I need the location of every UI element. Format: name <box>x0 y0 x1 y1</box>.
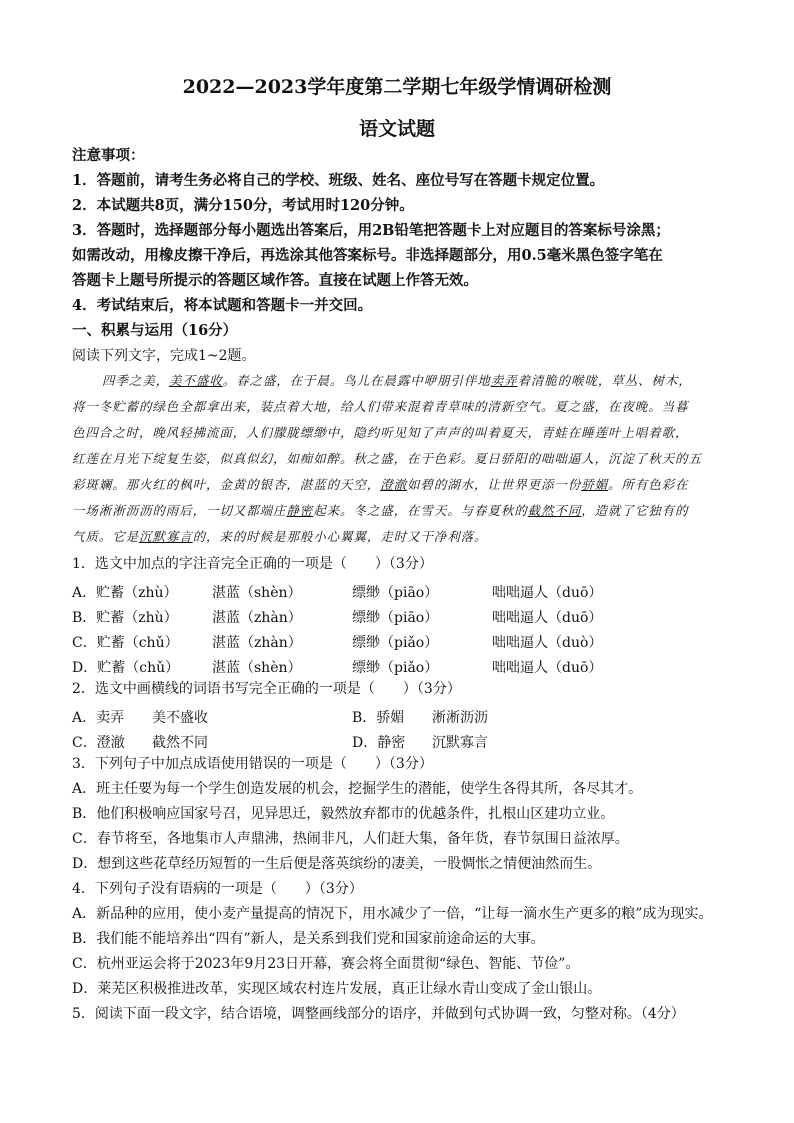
question-stem: 1．选文中加点的字注音完全正确的一项是（ ）（3分） <box>72 556 433 572</box>
passage-text: 起来。冬之盛，在雪天。与春夏秋的 <box>313 503 528 518</box>
passage-line: 将一冬贮蓄的绿色全都拿出来，装点着大地，给人们带来混着青草味的清新空气。夏之盛，在夜晚。当暮 <box>72 399 689 414</box>
passage-text: 。春之盛，在于晨。鸟儿在晨露中咿朋引伴地 <box>222 373 491 388</box>
passage-text: 四季之美， <box>102 373 170 388</box>
q1-option-a: 湛蓝（shèn） <box>212 585 302 601</box>
underlined-word: 卖弄 <box>490 373 518 388</box>
passage-text: 。所有色彩在 <box>608 477 689 492</box>
passage-text: 气质。它是 <box>72 529 140 544</box>
underlined-word: 骄媚 <box>581 477 609 492</box>
section-intro: 阅读下列文字，完成1~2题。 <box>72 348 256 364</box>
q1-option-c: 湛蓝（zhàn） <box>212 635 302 651</box>
question-stem: 5．阅读下面一段文字，结合语境，调整画线部分的语序，并做到句式协调一致，匀整对称。（4分） <box>72 1006 685 1022</box>
q1-option-a: A．贮蓄（zhù） <box>72 585 178 601</box>
passage-text: 彩斑斓。那火红的枫叶，金黄的银杏，湛蓝的天空， <box>72 477 381 492</box>
question-stem: 3．下列句子中加点成语使用错误的一项是（ ）（3分） <box>72 756 433 772</box>
question-stem: 2．选文中画横线的词语书写完全正确的一项是（ ）（3分） <box>72 681 461 697</box>
q1-option-b: 咄咄逼人（duō） <box>492 610 603 626</box>
underlined-word: 截然不同 <box>527 503 582 518</box>
passage-text: 的，来的时候是那般小心翼翼，走时又干净利落。 <box>192 529 488 544</box>
q2-option-a: 美不盛收 <box>152 710 208 726</box>
q4-option: B．我们能不能培养出“四有”新人，是关系到我们党和国家前途命运的大事。 <box>72 931 545 947</box>
notice-item: 如需改动，用橡皮擦干净后，再选涂其他答案标号。非选择题部分，用0.5毫米黑色签字笔在 <box>72 247 663 264</box>
q1-option-d: 湛蓝（shèn） <box>212 660 302 676</box>
q3-option: A．班主任要为每一个学生创造发展的机会，挖掘学生的潜能，使学生各得其所，各尽其才。 <box>72 781 643 797</box>
q2-option-c: C．澄澈 <box>72 735 125 751</box>
q1-option-c: 咄咄逼人（duò） <box>492 635 603 651</box>
section-heading: 一、积累与运用（16分） <box>72 322 238 339</box>
notice-item: 3．答题时，选择题部分每小题选出答案后，用2B铅笔把答题卡上对应题目的答案标号涂黑； <box>72 222 670 239</box>
notice-item: 2．本试题共8页，满分150分，考试用时120分钟。 <box>72 197 414 214</box>
q4-option: A．新品种的应用，使小麦产量提高的情况下，用水减少了一倍，“让每一滴水生产更多的粮”成为现实。 <box>72 906 713 922</box>
underlined-word: 美不盛收 <box>169 373 223 388</box>
q4-option: C．杭州亚运会将于2023年9月23日开幕，赛会将全面贯彻“绿色、智能、节俭”。 <box>72 956 580 972</box>
page-title: 2022—2023学年度第二学期七年级学情调研检测 <box>182 76 612 98</box>
underlined-word: 澄澈 <box>380 477 408 492</box>
q2-option-d: D．静密 <box>352 735 406 751</box>
underlined-word: 静密 <box>286 503 314 518</box>
q3-option: C．春节将至，各地集市人声鼎沸，热闹非凡，人们赶大集，备年货，春节氛围日益浓厚。 <box>72 831 629 847</box>
q3-option: B．他们积极响应国家号召，见异思迁，毅然放弃都市的优越条件，扎根山区建功立业。 <box>72 806 615 822</box>
notice-item: 答题卡上题号所提示的答题区域作答。直接在试题上作答无效。 <box>72 272 478 289</box>
q1-option-d: 咄咄逼人（duō） <box>492 660 603 676</box>
passage-line <box>102 375 692 388</box>
q1-option-c: C．贮蓄（chǔ） <box>72 635 179 651</box>
underlined-word: 沉默寡言 <box>139 529 193 544</box>
q1-option-c: 缥缈（piǎo） <box>352 635 439 651</box>
q1-option-a: 缥缈（piāo） <box>352 585 439 601</box>
q2-option-a: A．卖弄 <box>72 710 125 726</box>
q4-option: D．莱芜区积极推进改革，实现区域农村连片发展，真正让绿水青山变成了金山银山。 <box>72 981 602 997</box>
question-stem: 4．下列句子没有语病的一项是（ ）（3分） <box>72 881 363 897</box>
passage-text: 一场淅淅沥沥的雨后，一切又都端庄 <box>72 503 287 518</box>
q2-option-b: 淅淅沥沥 <box>432 710 488 726</box>
q1-option-b: 缥缈（piāo） <box>352 610 439 626</box>
passage-text: 如碧的湖水，让世界更添一份 <box>407 477 582 492</box>
q1-option-d: 缥缈（piǎo） <box>352 660 439 676</box>
notice-item: 1．答题前，请考生务必将自己的学校、班级、姓名、座位号写在答题卡规定位置。 <box>72 172 605 189</box>
passage-line <box>72 479 688 492</box>
page-subtitle: 语文试题 <box>358 118 435 140</box>
passage-text: ，造就了它独有的 <box>581 503 689 518</box>
q1-option-b: B．贮蓄（zhù） <box>72 610 178 626</box>
q1-option-a: 咄咄逼人（duō） <box>492 585 603 601</box>
q3-option: D．想到这些花草经历短暂的一生后便是落英缤纷的凄美，一股惆怅之情便油然而生。 <box>72 856 602 872</box>
passage-line <box>72 505 688 518</box>
q2-option-b: B．骄媚 <box>352 710 405 726</box>
notice-item: 4．考试结束后，将本试题和答题卡一并交回。 <box>72 297 373 314</box>
q2-option-c: 截然不同 <box>152 735 208 751</box>
passage-line: 红莲在月光下绽复生姿，似真似幻，如痴如醉。秋之盛，在于色彩。夏日骄阳的咄咄逼人，沉淀了秋天的五 <box>72 451 702 466</box>
q1-option-b: 湛蓝（zhàn） <box>212 610 302 626</box>
notice-heading: 注意事项： <box>72 147 145 164</box>
passage-text: 着清脆的喉咙，草丛、树木， <box>517 373 692 388</box>
q1-option-d: D．贮蓄（chǔ） <box>72 660 180 676</box>
q2-option-d: 沉默寡言 <box>432 735 488 751</box>
passage-line <box>72 531 487 544</box>
passage-line: 色四合之时，晚风轻拂流面，人们朦胧缥缈中，隐约听见知了声声的叫着夏天，青蛙在睡莲叶上唱着歌， <box>72 425 689 440</box>
